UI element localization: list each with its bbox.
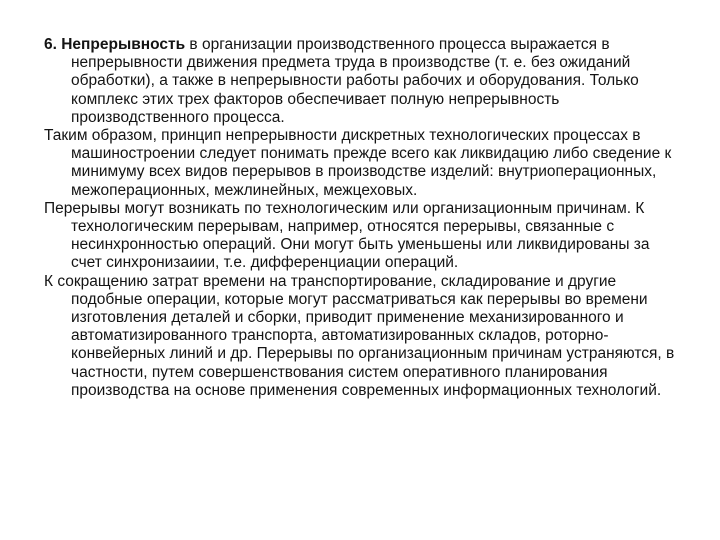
paragraph-text: Таким образом, принцип непрерывности дискретных технологических процессах в машиностроении следует понимать прежде всего как ликвидацию либо сведение к минимуму всех видов перерывов в производстве изделий: внутриоперационных, межоперационных, межлинейных, межцеховых. <box>44 127 672 199</box>
paragraph-text: в организации производственного процесса выражается в непрерывности движения предмета труда в производстве (т. е. без ожиданий обработки), а также в непрерывности работы рабочих и оборудования. Только комплекс этих трех факторов обеспечивает полную непрерывность производственного процесса. <box>71 36 639 126</box>
paragraph-discrete-processes <box>44 127 684 200</box>
slide-text-body <box>44 36 684 400</box>
paragraph-time-reduction <box>44 273 684 400</box>
paragraph-text: Перерывы могут возникать по технологическим или организационным причинам. К технологическим перерывам, например, относятся перерывы, связанные с несинхронностью операций. Они могут быть уменьшены или ликвидированы за счет синхронизаиии, т.е. дифференциации операций. <box>44 199 650 272</box>
paragraph-heading: 6. Непрерывность <box>44 36 186 53</box>
paragraph-text: К сокращению затрат времени на транспортирование, складирование и другие подобные операции, которые могут рассматриваться как перерывы во времени изготовления деталей и сборки, приводит применение механизированного и автоматизированного транспорта, автоматизированных складов, роторно-конвейерных линий и др. Перерывы по организационным причинам устраняются, в частности, путем совершенствования систем оперативного планирования производства на основе применения современных информационных технологий. <box>44 272 675 399</box>
paragraph-continuity <box>44 36 684 127</box>
paragraph-interruptions <box>44 200 684 273</box>
